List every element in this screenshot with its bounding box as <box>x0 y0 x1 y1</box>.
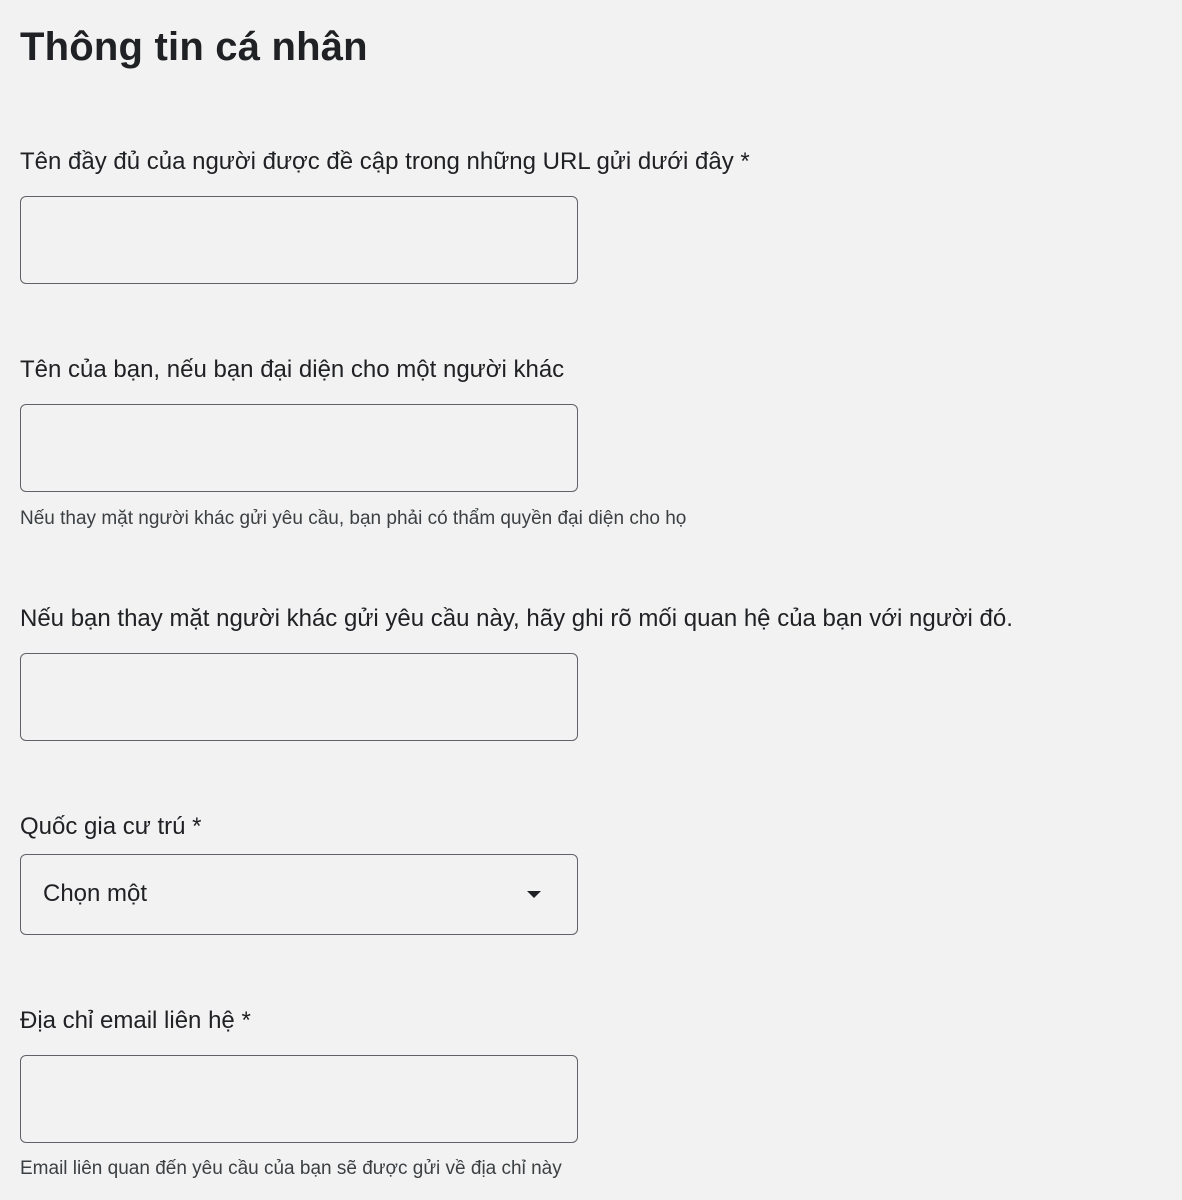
email-label: Địa chỉ email liên hệ * <box>20 1007 251 1034</box>
email-helper: Email liên quan đến yêu cầu của bạn sẽ được gửi về địa chỉ này <box>20 1158 562 1179</box>
country-select[interactable] <box>20 854 578 935</box>
chevron-down-icon <box>527 891 541 898</box>
relationship-input[interactable] <box>20 653 578 741</box>
country-label: Quốc gia cư trú * <box>20 813 202 840</box>
representative-name-label: Tên của bạn, nếu bạn đại diện cho một người khác <box>20 356 565 383</box>
relationship-label: Nếu bạn thay mặt người khác gửi yêu cầu này, hãy ghi rõ mối quan hệ của bạn với người đó. <box>20 605 1013 632</box>
email-input[interactable] <box>20 1055 578 1143</box>
representative-name-input[interactable] <box>20 404 578 492</box>
full-name-label: Tên đầy đủ của người được đề cập trong những URL gửi dưới đây * <box>20 148 750 175</box>
representative-name-helper: Nếu thay mặt người khác gửi yêu cầu, bạn phải có thẩm quyền đại diện cho họ <box>20 508 687 529</box>
country-select-value: Chọn một <box>43 880 148 907</box>
page-title: Thông tin cá nhân <box>20 25 368 69</box>
full-name-input[interactable] <box>20 196 578 284</box>
